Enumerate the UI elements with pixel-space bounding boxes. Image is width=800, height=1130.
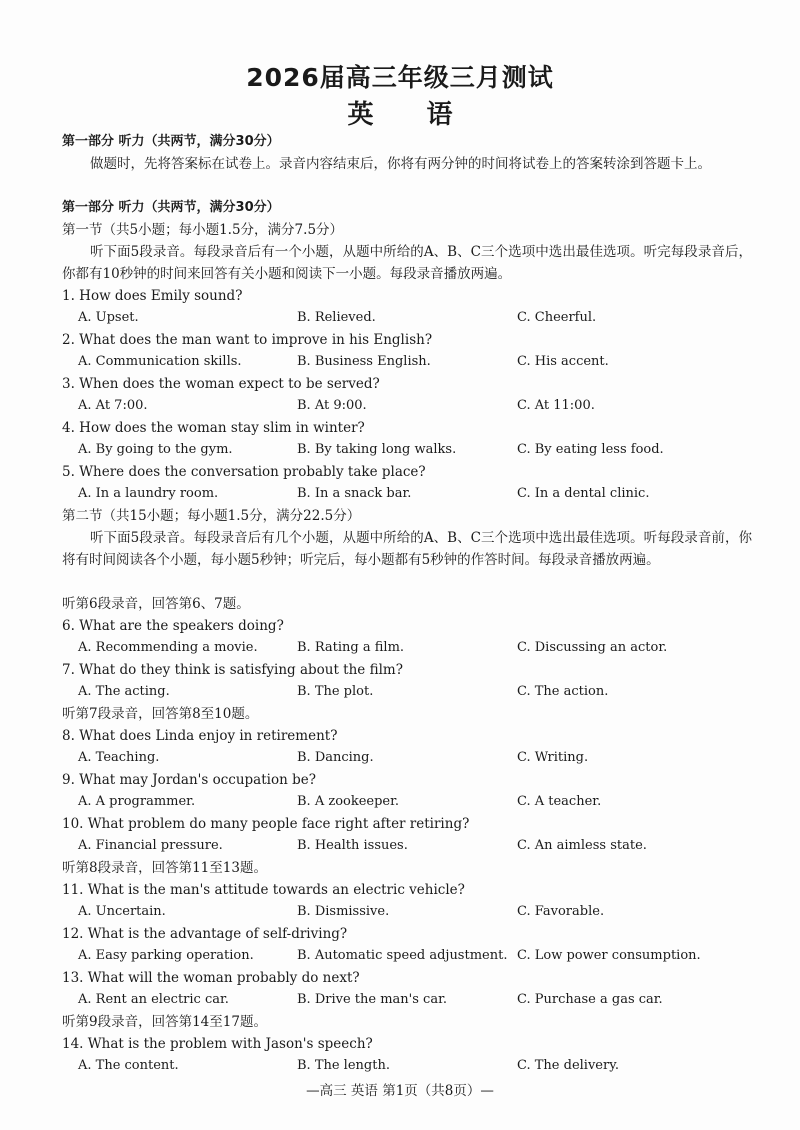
option-c: C. Discussing an actor. <box>517 640 668 655</box>
option-a: A. In a laundry room. <box>78 486 219 501</box>
question-stem: 4. How does the woman stay slim in winter? <box>62 420 365 436</box>
option-b: B. At 9:00. <box>297 398 367 413</box>
recording-prompt: 听第6段录音，回答第6、7题。 <box>62 596 250 612</box>
exam-title: 2026届高三年级三月测试 <box>246 63 554 92</box>
recording-prompt: 听第7段录音，回答第8至10题。 <box>62 706 259 722</box>
intro-instructions: 做题时，先将答案标在试卷上。录音内容结束后，你将有两分钟的时间将试卷上的答案转涂到答题卡上。 <box>90 156 711 172</box>
option-c: C. The delivery. <box>517 1058 619 1073</box>
part-heading: 第一部分 听力（共两节，满分30分） <box>62 134 280 149</box>
question-stem: 7. What do they think is satisfying about the film? <box>62 662 403 678</box>
question-stem: 12. What is the advantage of self-driving? <box>62 926 348 942</box>
section2-instructions: 听下面5段录音。每段录音后有几个小题，从题中所给的A、B、C三个选项中选出最佳选项。听每段录音前，你将有时间阅读各个小题，每小题5秒钟；听完后，每小题都有5秒钟的作答时间。每段录音播放两遍。 <box>62 530 752 568</box>
question-stem: 6. What are the speakers doing? <box>62 618 284 634</box>
option-c: C. Low power consumption. <box>517 948 701 963</box>
question-stem: 2. What does the man want to improve in his English? <box>62 332 433 348</box>
option-c: C. The action. <box>517 684 609 699</box>
question-options <box>62 901 752 923</box>
option-c: C. A teacher. <box>517 794 602 809</box>
option-c: C. His accent. <box>517 354 609 369</box>
option-a: A. Rent an electric car. <box>78 992 229 1007</box>
question-stem: 9. What may Jordan's occupation be? <box>62 772 316 788</box>
option-a: A. Upset. <box>78 310 139 325</box>
question-options <box>62 483 752 505</box>
question-stem: 10. What problem do many people face right after retiring? <box>62 816 470 832</box>
option-c: C. Cheerful. <box>517 310 597 325</box>
option-a: A. The content. <box>78 1058 179 1073</box>
section2-heading: 第二节（共15小题；每小题1.5分，满分22.5分） <box>62 508 361 524</box>
option-b: B. Automatic speed adjustment. <box>297 948 508 963</box>
exam-body <box>62 131 752 1077</box>
option-c: C. In a dental clinic. <box>517 486 650 501</box>
question-options <box>62 637 752 659</box>
option-a: A. Uncertain. <box>78 904 166 919</box>
question-options <box>62 989 752 1011</box>
option-a: A. Easy parking operation. <box>78 948 254 963</box>
option-a: A. At 7:00. <box>78 398 148 413</box>
option-a: A. The acting. <box>78 684 170 699</box>
part-heading-repeat: 第一部分 听力（共两节，满分30分） <box>62 200 280 215</box>
option-c: C. Favorable. <box>517 904 605 919</box>
option-c: C. Writing. <box>517 750 589 765</box>
question-stem: 5. Where does the conversation probably take place? <box>62 464 426 480</box>
question-options <box>62 1055 752 1077</box>
question-stem: 14. What is the problem with Jason's speech? <box>62 1036 373 1052</box>
recording-prompt: 听第8段录音，回答第11至13题。 <box>62 860 267 876</box>
option-a: A. A programmer. <box>78 794 196 809</box>
option-b: B. Drive the man's car. <box>297 992 447 1007</box>
option-b: B. Dancing. <box>297 750 374 765</box>
option-a: A. Communication skills. <box>78 354 242 369</box>
option-a: A. Recommending a movie. <box>78 640 258 655</box>
question-options <box>62 945 752 967</box>
subject-title: 英 语 <box>347 100 475 130</box>
question-stem: 3. When does the woman expect to be served? <box>62 376 380 392</box>
option-b: B. The plot. <box>297 684 374 699</box>
question-stem: 13. What will the woman probably do next? <box>62 970 360 986</box>
option-c: C. At 11:00. <box>517 398 595 413</box>
question-options <box>62 747 752 769</box>
option-b: B. Dismissive. <box>297 904 390 919</box>
question-stem: 1. How does Emily sound? <box>62 288 243 304</box>
option-b: B. By taking long walks. <box>297 442 457 457</box>
option-b: B. Relieved. <box>297 310 376 325</box>
option-c: C. By eating less food. <box>517 442 664 457</box>
option-b: B. The length. <box>297 1058 390 1073</box>
option-a: A. Teaching. <box>78 750 160 765</box>
option-b: B. Rating a film. <box>297 640 405 655</box>
question-options <box>62 791 752 813</box>
question-options <box>62 681 752 703</box>
page-footer: —高三 英语 第1页（共8页）— <box>306 1083 494 1099</box>
option-a: A. Financial pressure. <box>78 838 223 853</box>
recording-prompt: 听第9段录音，回答第14至17题。 <box>62 1014 267 1030</box>
option-a: A. By going to the gym. <box>78 442 233 457</box>
option-b: B. Business English. <box>297 354 431 369</box>
question-stem: 11. What is the man's attitude towards an electric vehicle? <box>62 882 465 898</box>
question-options <box>62 395 752 417</box>
option-b: B. Health issues. <box>297 838 408 853</box>
option-c: C. Purchase a gas car. <box>517 992 663 1007</box>
section1-instructions: 听下面5段录音。每段录音后有一个小题，从题中所给的A、B、C三个选项中选出最佳选项。听完每段录音后，你都有10秒钟的时间来回答有关小题和阅读下一小题。每段录音播放两遍。 <box>62 244 752 282</box>
option-c: C. An aimless state. <box>517 838 647 853</box>
question-options <box>62 835 752 857</box>
option-b: B. A zookeeper. <box>297 794 400 809</box>
question-options <box>62 351 752 373</box>
question-options <box>62 439 752 461</box>
section1-heading: 第一节（共5小题；每小题1.5分，满分7.5分） <box>62 222 344 238</box>
question-stem: 8. What does Linda enjoy in retirement? <box>62 728 338 744</box>
option-b: B. In a snack bar. <box>297 486 412 501</box>
question-options <box>62 307 752 329</box>
